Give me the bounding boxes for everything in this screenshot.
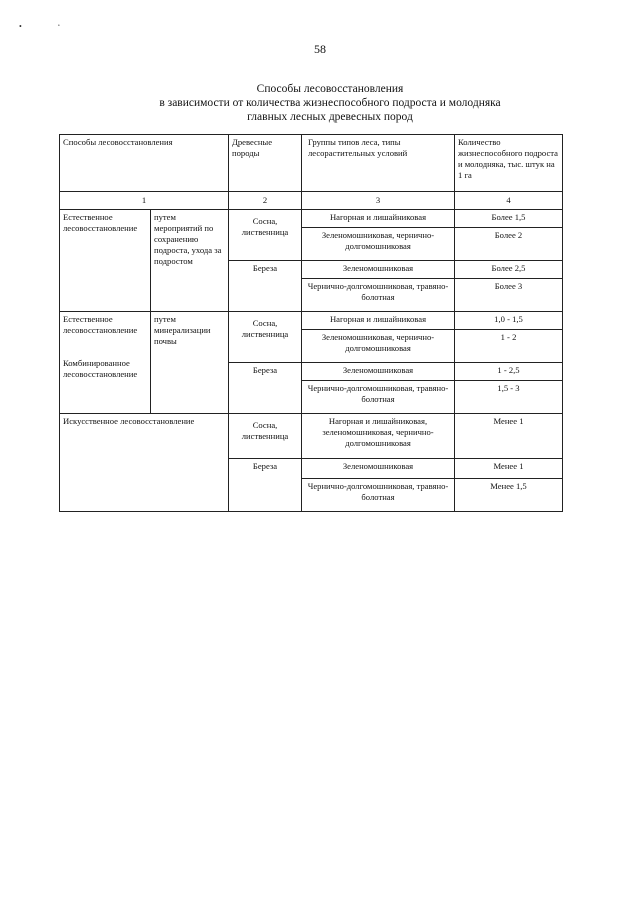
- forest-group-cell: Нагорная и лишайниковая: [302, 210, 455, 228]
- title-line-1: Способы лесовосстановления: [256, 83, 404, 95]
- table-row: [60, 312, 563, 330]
- forest-group-cell: Зеленомошниковая: [302, 363, 455, 381]
- column-number-3: 3: [302, 192, 455, 210]
- species-cell: Сосна, лиственница: [229, 210, 302, 261]
- count-cell: Менее 1: [455, 459, 563, 479]
- reforestation-methods-table: [59, 134, 563, 512]
- header-forest-groups: Группы типов леса, типы лесорастительных условий: [302, 135, 455, 192]
- table-header-row: [60, 135, 563, 192]
- method-cell: [60, 312, 151, 414]
- forest-group-cell: Зеленомошниковая: [302, 459, 455, 479]
- submethod-cell: путем минерализации почвы: [151, 312, 229, 414]
- forest-group-cell: Зеленомошниковая, чернично-долгомошниковая: [302, 228, 455, 261]
- species-cell: Береза: [229, 459, 302, 512]
- header-methods: Способы лесовосстановления: [60, 135, 229, 192]
- forest-group-cell: Нагорная и лишайниковая: [302, 312, 455, 330]
- method-spacer: [63, 336, 147, 358]
- forest-group-cell: Нагорная и лишайниковая, зеленомошниковая, чернично-долгомошниковая: [302, 414, 455, 459]
- count-cell: Менее 1: [455, 414, 563, 459]
- page-number: 58: [314, 42, 326, 56]
- table-row: [60, 210, 563, 228]
- forest-group-cell: Чернично-долгомошниковая, травяно-болотная: [302, 381, 455, 414]
- scan-dot: •: [19, 22, 22, 31]
- method-text: Естественное лесовосстановление: [63, 314, 138, 335]
- column-number-4: 4: [455, 192, 563, 210]
- column-number-2: 2: [229, 192, 302, 210]
- method-cell: Искусственное лесовосстановление: [60, 414, 229, 512]
- count-cell: 1,5 - 3: [455, 381, 563, 414]
- column-number-1: 1: [60, 192, 229, 210]
- count-cell: Более 2,5: [455, 261, 563, 279]
- species-cell: Сосна, лиственница: [229, 414, 302, 459]
- species-cell: Береза: [229, 363, 302, 414]
- title-line-2: в зависимости от количества жизнеспособного подроста и молодняка: [159, 97, 501, 109]
- count-cell: 1 - 2,5: [455, 363, 563, 381]
- scan-dot: •: [58, 24, 60, 29]
- header-count: Количество жизнеспособного подроста и молодняка, тыс. штук на 1 га: [455, 135, 563, 192]
- method-text-combined: Комбинированное лесовосстановление: [63, 358, 138, 379]
- forest-group-cell: Зеленомошниковая: [302, 261, 455, 279]
- table-title: [60, 82, 600, 124]
- forest-group-cell: Чернично-долгомошниковая, травяно-болотная: [302, 479, 455, 512]
- count-cell: Менее 1,5: [455, 479, 563, 512]
- column-number-row: [60, 192, 563, 210]
- submethod-cell: путем мероприятий по сохранению подроста, ухода за подростом: [151, 210, 229, 312]
- count-cell: Более 3: [455, 279, 563, 312]
- species-cell: Береза: [229, 261, 302, 312]
- table-row: [60, 414, 563, 459]
- title-line-3: главных лесных древесных пород: [247, 111, 413, 123]
- method-cell: Естественное лесовосстановление: [60, 210, 151, 312]
- header-species: Древесные породы: [229, 135, 302, 192]
- count-cell: 1,0 - 1,5: [455, 312, 563, 330]
- forest-group-cell: Чернично-долгомошниковая, травяно-болотная: [302, 279, 455, 312]
- count-cell: 1 - 2: [455, 330, 563, 363]
- species-cell: Сосна, лиственница: [229, 312, 302, 363]
- forest-group-cell: Зеленомошниковая, чернично-долгомошниковая: [302, 330, 455, 363]
- count-cell: Более 2: [455, 228, 563, 261]
- count-cell: Более 1,5: [455, 210, 563, 228]
